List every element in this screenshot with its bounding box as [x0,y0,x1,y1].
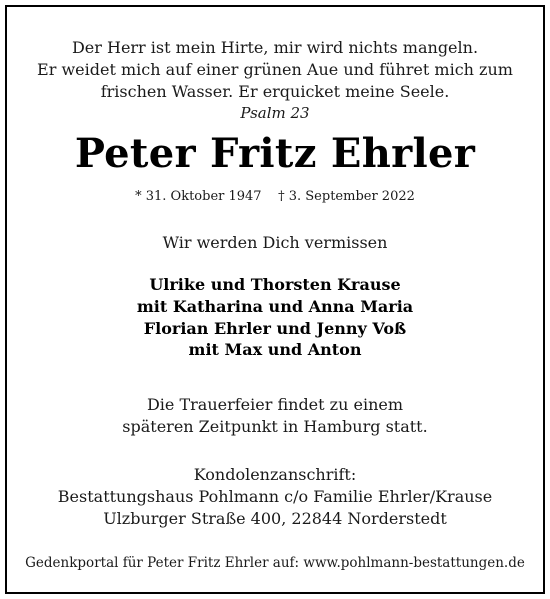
family-line-2: mit Katharina und Anna Maria [136,297,414,316]
family-line-4: mit Max und Anton [188,340,362,359]
condolence-heading: Kondolenzanschrift: [193,465,357,484]
psalm-line-3: frischen Wasser. Er erquicket meine Seele. [100,82,450,101]
ceremony-line-1: Die Trauerfeier findet zu einem [146,395,404,414]
psalm-line-1: Der Herr ist mein Hirte, mir wird nichts mangeln. [71,38,479,57]
psalm-line-2: Er weidet mich auf einer grünen Aue und führet mich zum [37,60,513,79]
ceremony-line-2: späteren Zeitpunkt in Hamburg statt. [122,417,428,436]
obituary-frame [5,5,545,594]
life-dates: * 31. Oktober 1947 † 3. September 2022 [135,189,415,204]
family-line-3: Florian Ehrler und Jenny Voß [143,319,407,338]
condolence-line-2: Ulzburger Straße 400, 22844 Norderstedt [103,509,447,528]
deceased-name: Peter Fritz Ehrler [74,130,476,177]
condolence-line-1: Bestattungshaus Pohlmann c/o Familie Ehrler/Krause [57,487,493,506]
family-line-1: Ulrike und Thorsten Krause [149,275,401,294]
psalm-reference: Psalm 23 [240,104,310,122]
memorial-portal-footer: Gedenkportal für Peter Fritz Ehrler auf: www.pohlmann-bestattungen.de [25,555,525,571]
farewell-text: Wir werden Dich vermissen [162,233,388,252]
